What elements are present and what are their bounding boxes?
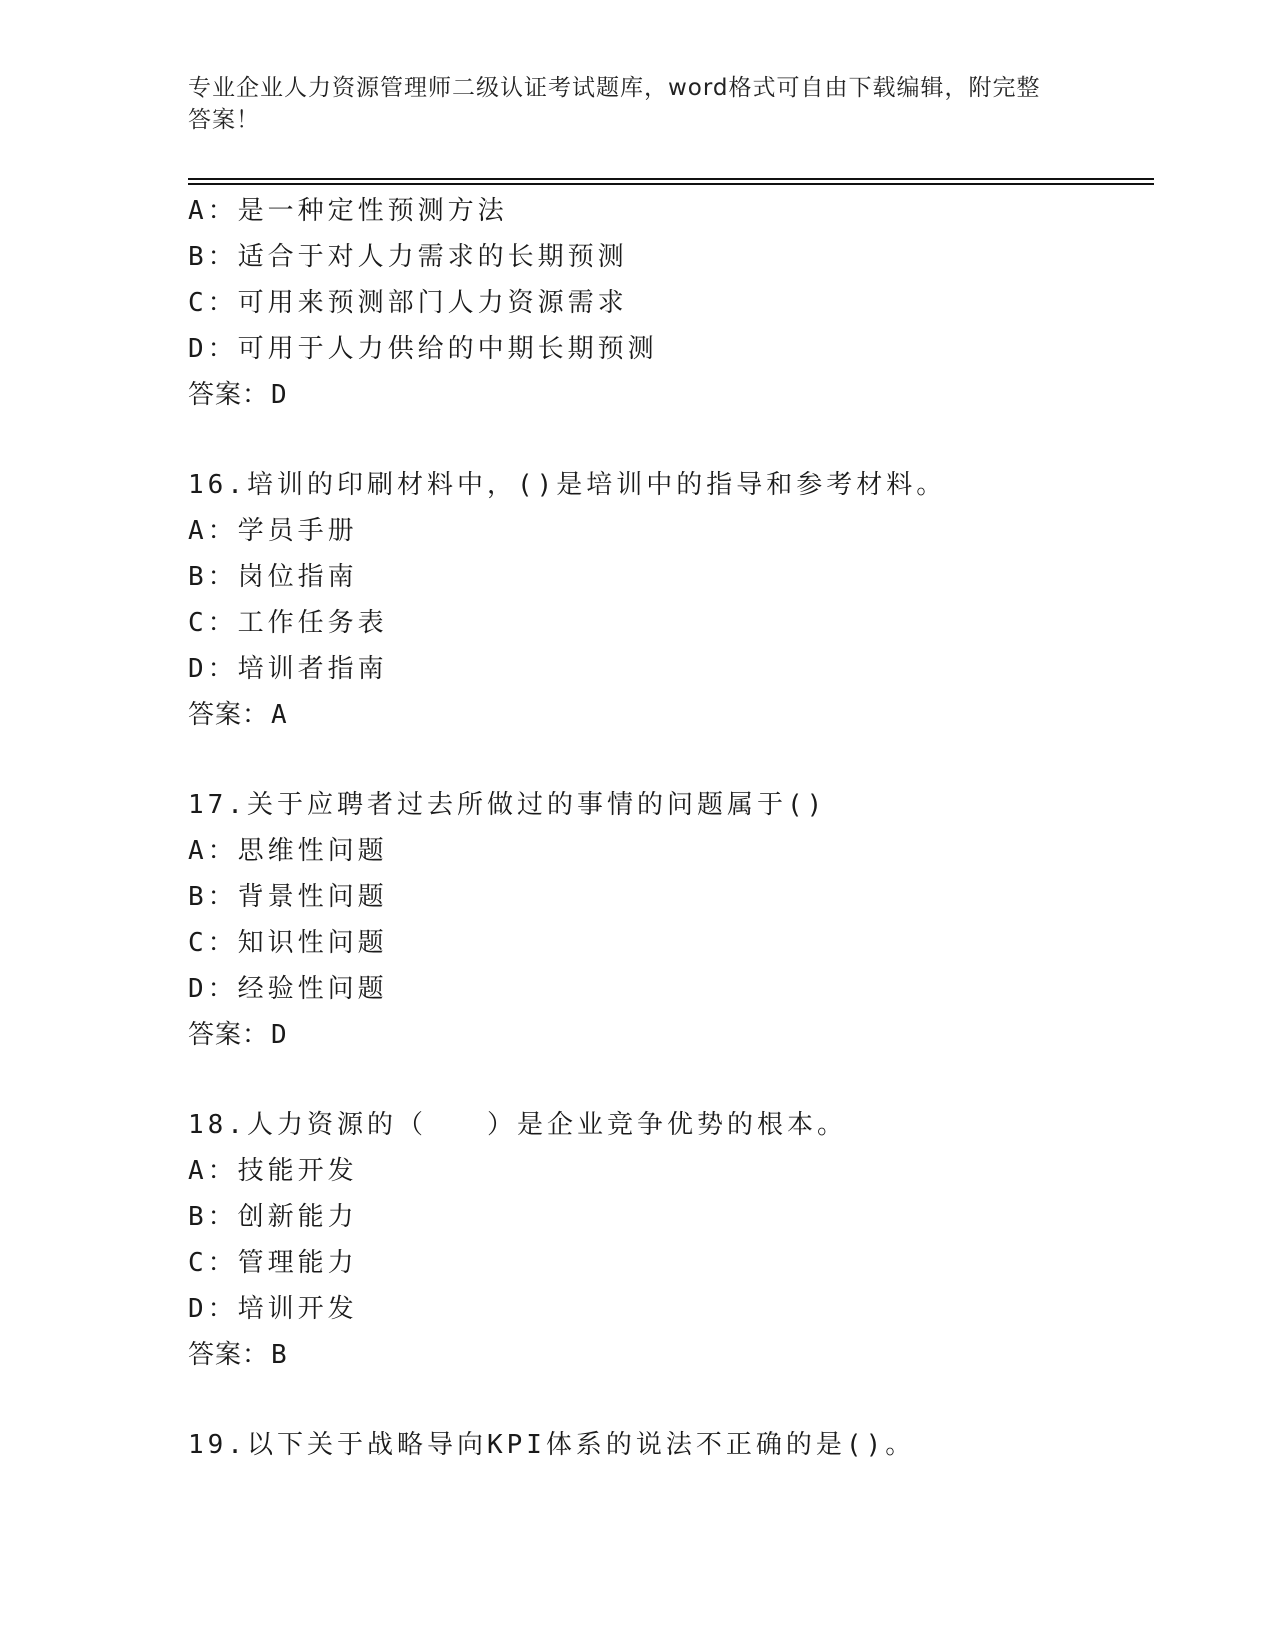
answer-label: 答案： [188, 380, 270, 410]
option-a: A：技能开发 [188, 1156, 358, 1186]
option-c: C：工作任务表 [188, 608, 388, 638]
option-a: A：思维性问题 [188, 836, 388, 866]
question-list [188, 188, 1148, 1468]
answer-label: 答案： [188, 1020, 270, 1050]
question-text: 19.以下关于战略导向KPI体系的说法不正确的是()。 [188, 1430, 916, 1460]
option-d: D：培训者指南 [188, 654, 388, 684]
header-rule-top [188, 178, 1154, 180]
option-b: B：岗位指南 [188, 562, 358, 592]
header-line-2: 答案！ [188, 107, 260, 133]
answer-value: D [271, 380, 288, 410]
answer-value: D [271, 1020, 288, 1050]
option-c: C：可用来预测部门人力资源需求 [188, 288, 628, 318]
answer-value: A [271, 700, 288, 730]
option-b: B：创新能力 [188, 1202, 358, 1232]
option-c: C：管理能力 [188, 1248, 358, 1278]
page-header [188, 72, 1088, 136]
question-text: 17.关于应聘者过去所做过的事情的问题属于() [188, 790, 827, 820]
option-a: A：学员手册 [188, 516, 358, 546]
answer-label: 答案： [188, 1340, 270, 1370]
option-b: B：适合于对人力需求的长期预测 [188, 242, 628, 272]
question-18 [188, 1102, 1148, 1378]
question-16 [188, 462, 1148, 738]
option-d: D：培训开发 [188, 1294, 358, 1324]
option-d: D：可用于人力供给的中期长期预测 [188, 334, 658, 364]
answer-label: 答案： [188, 700, 270, 730]
question-text: 16.培训的印刷材料中，()是培训中的指导和参考材料。 [188, 470, 947, 500]
answer-line [188, 692, 1148, 738]
option-a: A：是一种定性预测方法 [188, 196, 508, 226]
question-17 [188, 782, 1148, 1058]
question-text: 18.人力资源的（ ）是企业竞争优势的根本。 [188, 1110, 847, 1140]
answer-line [188, 1332, 1148, 1378]
option-b: B：背景性问题 [188, 882, 388, 912]
answer-line [188, 1012, 1148, 1058]
header-rule-bottom [188, 183, 1154, 185]
option-c: C：知识性问题 [188, 928, 388, 958]
answer-line [188, 372, 1148, 418]
question-15 [188, 188, 1148, 418]
answer-value: B [271, 1340, 288, 1370]
header-line-1: 专业企业人力资源管理师二级认证考试题库，word格式可自由下载编辑，附完整 [188, 75, 1041, 101]
option-d: D：经验性问题 [188, 974, 388, 1004]
question-19 [188, 1422, 1148, 1468]
